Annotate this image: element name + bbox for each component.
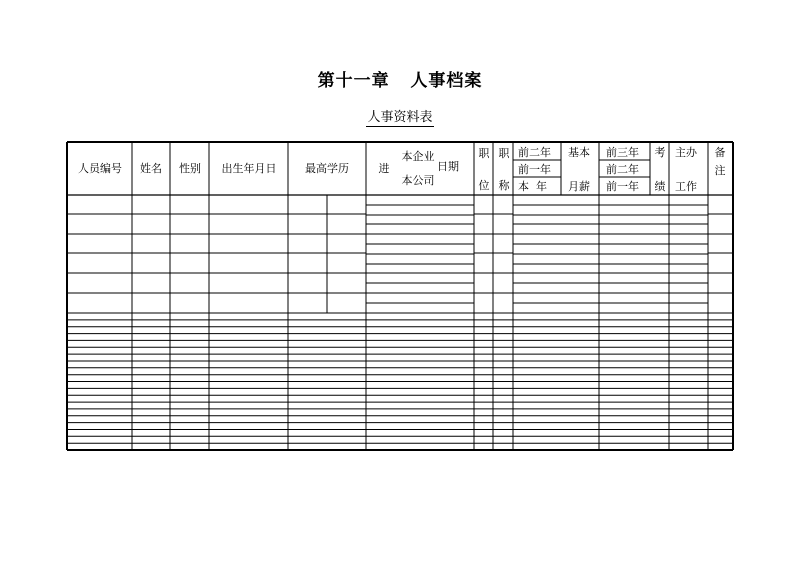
header-salary-year-3: 本 年 — [518, 180, 547, 193]
header-duty-top: 主办 — [675, 146, 697, 159]
header-position-bottom: 位 — [478, 179, 490, 192]
header-birth-date: 出生年月日 — [221, 162, 277, 175]
header-name: 姓名 — [140, 162, 162, 175]
table-title-text: 人事资料表 — [367, 110, 433, 125]
header-gender: 性别 — [179, 162, 201, 175]
header-entry-date: 日期 — [437, 160, 459, 173]
header-salary-bottom: 月薪 — [568, 180, 590, 193]
header-evaluation-bottom: 绩 — [654, 180, 666, 193]
page-title: 第十一章 人事档案 — [317, 71, 483, 91]
header-evaluation-year-1: 前三年 — [606, 146, 639, 159]
header-evaluation-top: 考 — [654, 146, 666, 159]
header-remarks-top: 备 — [714, 146, 726, 159]
header-evaluation-year-3: 前一年 — [606, 180, 639, 193]
header-salary-year-1: 前二年 — [518, 146, 551, 159]
header-duty-bottom: 工作 — [675, 180, 697, 193]
header-remarks-bottom: 注 — [714, 164, 726, 177]
header-entry-company-1: 本企业 — [401, 150, 435, 163]
header-evaluation-year-2: 前二年 — [606, 163, 639, 176]
header-education: 最高学历 — [305, 162, 349, 175]
header-salary-year-2: 前一年 — [518, 163, 551, 176]
header-entry-company-2: 本公司 — [401, 174, 435, 187]
header-entry-prefix: 进 — [378, 162, 390, 175]
header-position-top: 职 — [478, 147, 490, 160]
header-title-top: 职 — [498, 147, 510, 160]
header-salary-top: 基本 — [568, 146, 590, 159]
header-employee-no: 人员编号 — [78, 162, 122, 175]
header-title-bottom: 称 — [498, 179, 510, 192]
